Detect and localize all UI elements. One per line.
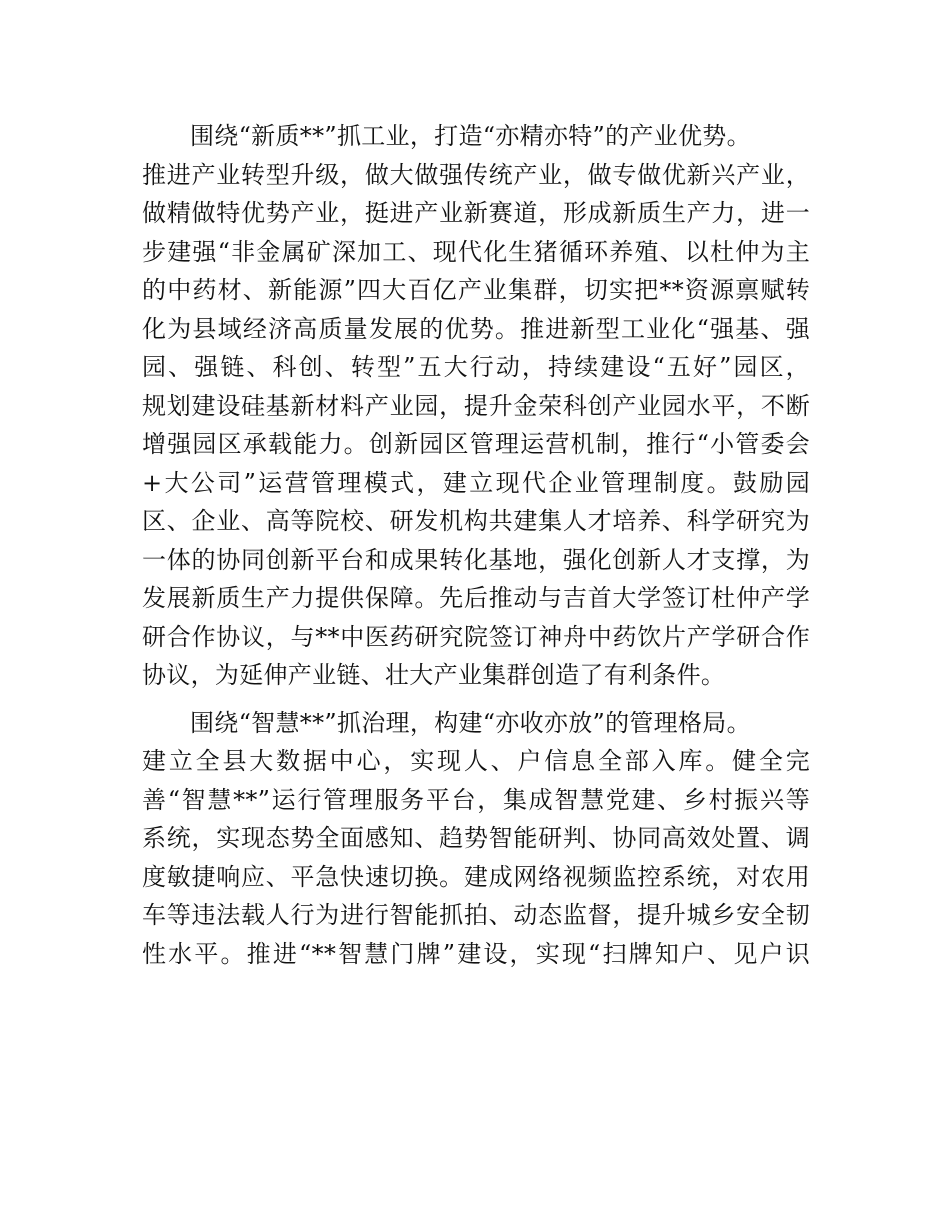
text-line: 协议，为延伸产业链、壮大产业集群创造了有利条件。 — [142, 661, 726, 689]
text-line: 发展新质生产力提供保障。先后推动与吉首大学签订杜仲产学 — [142, 584, 810, 612]
text-line: 的中药材、新能源”四大百亿产业集群，切实把**资源禀赋转 — [142, 276, 810, 304]
text-line: 度敏捷响应、平急快速切换。建成网络视频监控系统，对农用 — [142, 862, 810, 891]
text-line: 车等违法载人行为进行智能抓拍、动态监督，提升城乡安全韧 — [142, 901, 810, 929]
text-line: 研合作协议，与**中医药研究院签订神舟中药饮片产学研合作 — [142, 622, 810, 651]
text-line: 一体的协同创新平台和成果转化基地，强化创新人才支撑，为 — [142, 545, 810, 574]
text-line: 化为县域经济高质量发展的优势。推进新型工业化“强基、强 — [142, 314, 810, 343]
text-line: 推进产业转型升级，做大做强传统产业，做专做优新兴产业， — [142, 160, 810, 189]
text-line: 围绕“智慧**”抓治理，构建“亦收亦放”的管理格局。 — [190, 708, 751, 737]
text-line: 规划建设硅基新材料产业园，提升金荣科创产业园水平，不断 — [142, 391, 810, 420]
text-line: 区、企业、高等院校、研发机构共建集人才培养、科学研究为 — [142, 507, 810, 535]
text-line: 性水平。推进“**智慧门牌”建设，实现“扫牌知户、见户识 — [142, 939, 810, 968]
text-line: 步建强“非金属矿深加工、现代化生猪循环养殖、以杜仲为主 — [142, 237, 810, 266]
text-line: 园、强链、科创、转型”五大行动，持续建设“五好”园区， — [142, 353, 810, 381]
text-line: 建立全县大数据中心，实现人、户信息全部入库。健全完 — [142, 747, 810, 775]
text-line: +大公司”运营管理模式，建立现代企业管理制度。鼓励园 — [142, 468, 810, 497]
text-line: 做精做特优势产业，挺进产业新赛道，形成新质生产力，进一 — [142, 199, 810, 227]
text-line: 系统，实现态势全面感知、趋势智能研判、协同高效处置、调 — [142, 824, 810, 852]
paragraph-governance — [142, 704, 810, 974]
text-line: 围绕“新质**”抓工业，打造“亦精亦特”的产业优势。 — [190, 122, 751, 150]
document-body — [142, 117, 810, 973]
paragraph-industry — [142, 117, 810, 695]
text-line: 增强园区承载能力。创新园区管理运营机制，推行“小管委会 — [142, 430, 810, 458]
text-line: 善“智慧**”运行管理服务平台，集成智慧党建、乡村振兴等 — [142, 785, 810, 814]
